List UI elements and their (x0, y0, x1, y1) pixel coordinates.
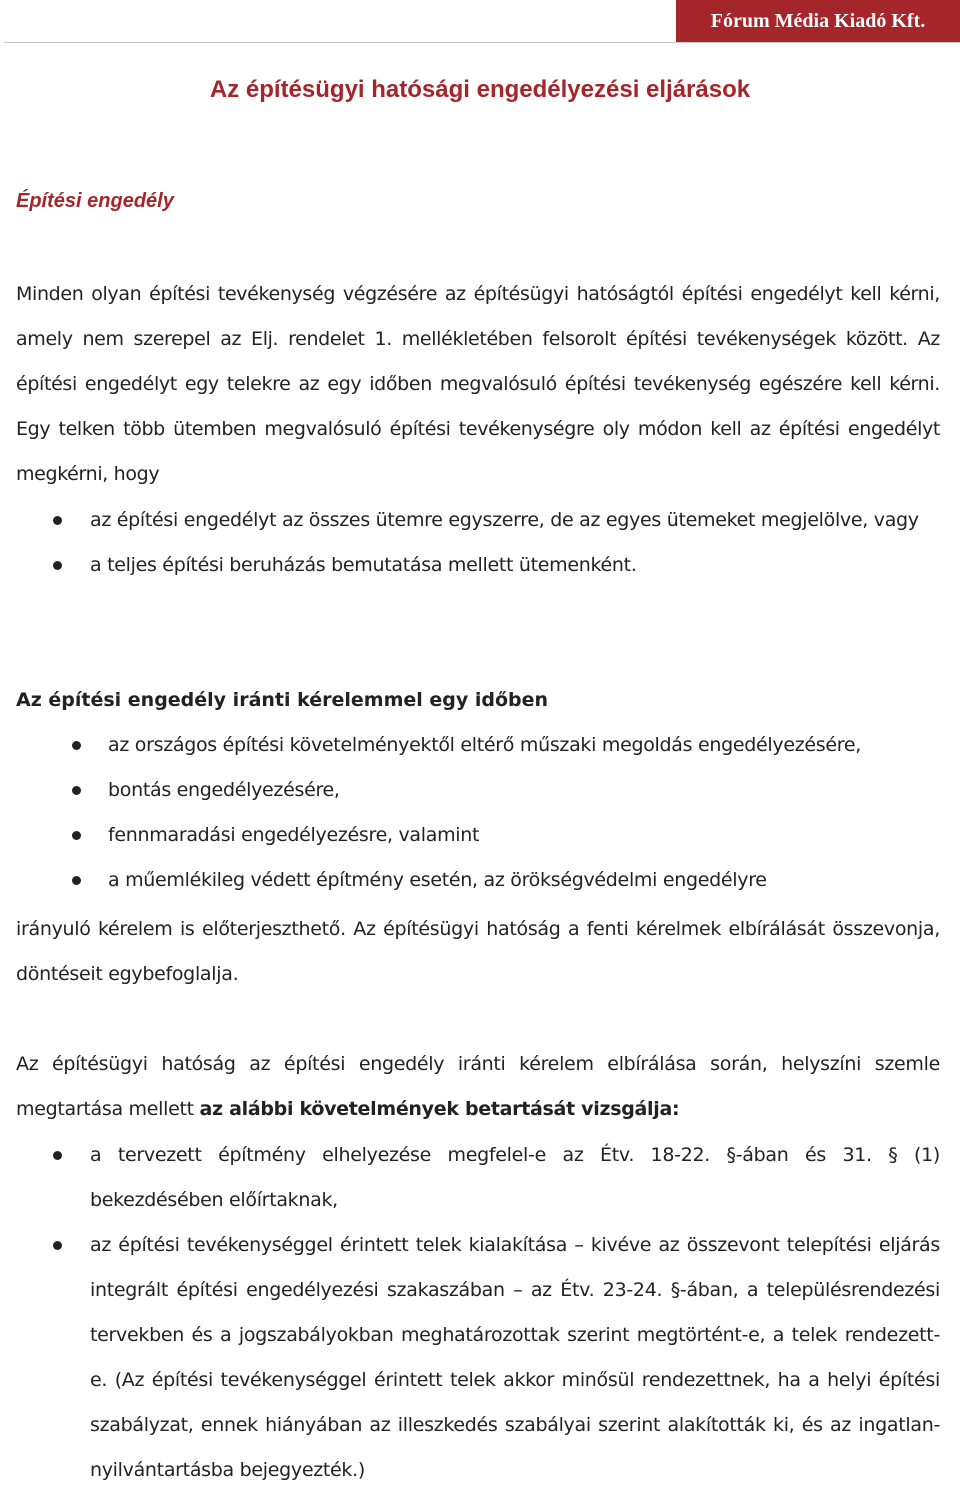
paragraph-intro-text-cont: Egy telken több ütemben megvalósuló építési tevékenységre oly módon kell az építési engedélyt megkérni, hogy (16, 418, 940, 485)
bullet-icon (72, 786, 81, 795)
list-item (90, 1223, 940, 1493)
bullet-icon (53, 1151, 62, 1160)
paragraph-combined: irányuló kérelem is előterjeszthető. Az építésügyi hatóság a fenti kérelmek elbírálását összevonja, döntéseit egybefoglalja. (16, 918, 940, 985)
list-item-text: fennmaradási engedélyezésre, valamint (108, 824, 480, 846)
bullet-icon (53, 561, 62, 570)
header-divider (4, 42, 960, 43)
bullet-icon (53, 1241, 62, 1250)
bullet-icon (72, 741, 81, 750)
list-item-text: az országos építési követelményektől eltérő műszaki megoldás engedélyezésére, (108, 734, 861, 756)
bullet-list-requirements (90, 1133, 940, 1493)
paragraph-intro-text: Minden olyan építési tevékenység végzésére az építésügyi hatóságtól építési engedélyt kell kérni, amely nem szerepel az Elj. rendelet 1. mellékletében felsorolt építési tevékenységek között. Az építési engedélyt egy telekre az egy időben megvalósuló építési tevékenység egészére kell kérni. (16, 283, 940, 395)
bullet-icon (72, 876, 81, 885)
list-item (90, 543, 940, 588)
bullet-icon (53, 516, 62, 525)
paragraph-review (16, 1042, 940, 1132)
paragraph-review-text: Az építésügyi hatóság az építési engedély iránti kérelem elbírálása során, helyszíni szemle megtartása mellett (16, 1053, 940, 1120)
paragraph-lead: Az építési engedély iránti kérelemmel egy időben (16, 689, 549, 711)
bullet-list-requests (108, 723, 940, 903)
list-item-text: a tervezett építmény elhelyezése megfelel-e az Étv. 18-22. §-ában és 31. § (1) bekezdésében előírtaknak, (90, 1144, 940, 1211)
list-item-text: az építési tevékenységgel érintett telek kialakítása – kivéve az összevont telepítési eljárás integrált építési engedélyezési szakaszában – az Étv. 23-24. §-ában, a településrendezési tervekben és a jogszabályokban meghatározottak szerint megtörtént-e, a telek rendezett-e. (Az építési tevékenységgel érintett telek akkor minősül rendezettnek, ha a helyi építési szabályzat, ennek hiányában az illeszkedés szabályai szerint alakították ki, és az ingatlan-nyilvántartásba bejegyezték.) (90, 1234, 940, 1481)
section-heading: Építési engedély (16, 190, 174, 212)
list-item (90, 498, 940, 543)
list-item (108, 723, 940, 768)
paragraph-intro (16, 272, 940, 497)
paragraph-review-emphasis: az alábbi követelmények betartását vizsgálja: (199, 1098, 680, 1120)
list-item-text: a műemlékileg védett építmény esetén, az örökségvédelmi engedélyre (108, 869, 767, 891)
list-item-text: a teljes építési beruházás bemutatása mellett ütemenként. (90, 554, 637, 576)
list-item-text: az építési engedélyt az összes ütemre egyszerre, de az egyes ütemeket megjelölve, vagy (90, 509, 919, 531)
list-item (90, 1133, 940, 1223)
list-item (108, 858, 940, 903)
publisher-brand: Fórum Média Kiadó Kft. (676, 0, 960, 42)
bullet-list-phases (90, 498, 940, 588)
document-title: Az építésügyi hatósági engedélyezési eljárások (209, 76, 751, 103)
list-item-text: bontás engedélyezésére, (108, 779, 340, 801)
list-item (108, 768, 940, 813)
bullet-icon (72, 831, 81, 840)
list-item (108, 813, 940, 858)
